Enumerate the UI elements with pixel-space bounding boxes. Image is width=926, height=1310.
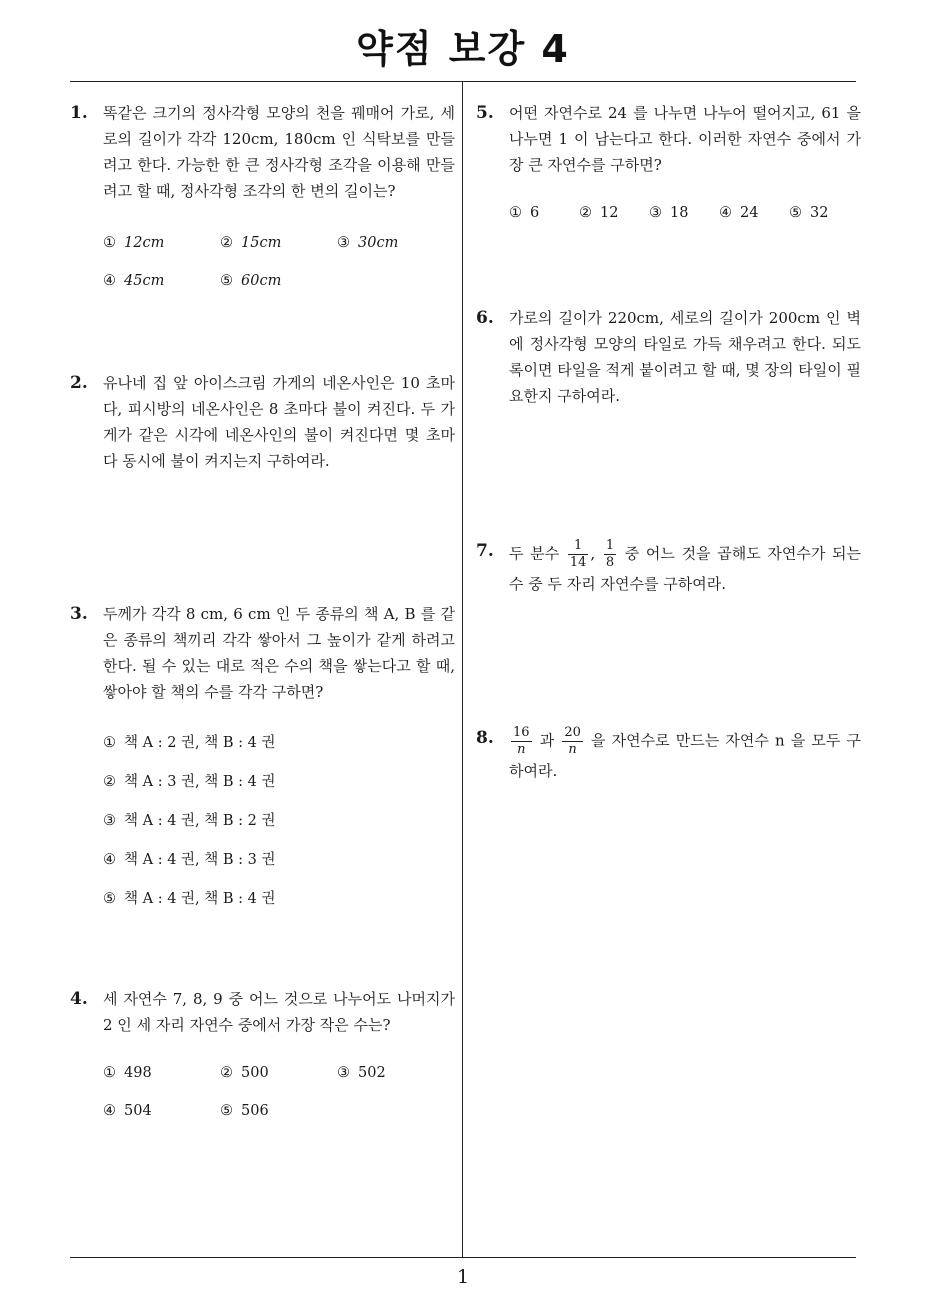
question-2: [70, 370, 455, 474]
question-text: 두께가 각각 8 cm, 6 cm 인 두 종류의 책 A, B 를 같은 종류의 책끼리 각각 쌓아서 그 높이가 같게 하려고 한다. 될 수 있는 대로 적은 수의 책을 쌓는다고 할 때, 쌓아야 할 책의 수를 각각 구하면?: [103, 605, 455, 701]
choice-1[interactable]: ① 12cm: [103, 235, 165, 251]
question-number: 2.: [70, 373, 88, 393]
choice-3[interactable]: ③ 책 A : 4 권, 책 B : 2 권: [103, 812, 276, 829]
choice-1[interactable]: ① 6: [509, 205, 540, 221]
choice-list: [103, 224, 455, 300]
choice-2[interactable]: ② 책 A : 3 권, 책 B : 4 권: [103, 773, 276, 790]
choice-2[interactable]: ② 15cm: [220, 235, 282, 251]
question-number: 3.: [70, 604, 88, 624]
choice-4[interactable]: ④ 24: [719, 205, 759, 221]
question-number: 8.: [476, 728, 494, 748]
choice-4[interactable]: ④ 책 A : 4 권, 책 B : 3 권: [103, 851, 276, 868]
question-suffix: 중 어느 것을 곱해도 자연수가 되는 수 중 두 자리 자연수를 구하여라.: [509, 544, 861, 593]
question-text: 두 분수 $\frac{1}{14}$ , $\frac{1}{8}$ 중 어느 것을 곱해도 자연수가 되는 수 중 두 자리 자연수를 구하여라.: [509, 538, 861, 593]
choice-3[interactable]: ③ 502: [337, 1065, 386, 1081]
question-number: 4.: [70, 989, 88, 1009]
choice-1[interactable]: ① 498: [103, 1065, 152, 1081]
choice-3[interactable]: ③ 18: [649, 205, 689, 221]
choice-2[interactable]: ② 500: [220, 1065, 269, 1081]
choice-2[interactable]: ② 12: [579, 205, 619, 221]
question-4: [70, 986, 455, 1130]
bottom-rule: [70, 1257, 856, 1258]
choice-5[interactable]: ⑤ 책 A : 4 권, 책 B : 4 권: [103, 890, 276, 907]
question-8: [476, 725, 861, 784]
question-text: 똑같은 크기의 정사각형 모양의 천을 꿰매어 가로, 세로의 길이가 각각 120cm, 180cm 인 식탁보를 만들려고 한다. 가능한 한 큰 정사각형 조각을 이용해 만들려고 할 때, 정사각형 조각의 한 변의 길이는?: [103, 104, 455, 200]
question-number: 5.: [476, 103, 494, 123]
question-prefix: 두 분수: [509, 544, 560, 563]
top-rule: [70, 81, 856, 82]
choice-list: [103, 723, 455, 918]
question-number: 7.: [476, 541, 494, 561]
question-text: 가로의 길이가 220cm, 세로의 길이가 200cm 인 벽에 정사각형 모양의 타일로 가득 채우려고 한다. 되도록이면 타일을 적게 붙이려고 할 때, 몇 장의 타일이 필요한지 구하여라.: [509, 309, 861, 405]
choice-1[interactable]: ① 책 A : 2 권, 책 B : 4 권: [103, 734, 276, 751]
question-7: [476, 538, 861, 597]
choice-4[interactable]: ④ 504: [103, 1103, 152, 1119]
column-divider: [462, 82, 463, 1257]
choice-4[interactable]: ④ 45cm: [103, 273, 165, 289]
question-number: 6.: [476, 308, 494, 328]
choice-3[interactable]: ③ 30cm: [337, 235, 399, 251]
choice-5[interactable]: ⑤ 506: [220, 1103, 269, 1119]
choice-5[interactable]: ⑤ 32: [789, 205, 829, 221]
question-6: [476, 305, 861, 409]
question-text: 세 자연수 7, 8, 9 중 어느 것으로 나누어도 나머지가 2 인 세 자리 자연수 중에서 가장 작은 수는?: [103, 990, 455, 1034]
question-text: 유나네 집 앞 아이스크림 가게의 네온사인은 10 초마다, 피시방의 네온사인은 8 초마다 불이 켜진다. 두 가게가 같은 시각에 네온사인의 불이 켜진다면 몇 초마다 동시에 불이 켜지는지 구하여라.: [103, 374, 455, 470]
fraction-20-n: $\frac{20}{n}$: [564, 725, 581, 757]
question-number: 1.: [70, 103, 88, 123]
fraction-1-8: $\frac{1}{8}$: [605, 538, 615, 570]
question-text: $\frac{16}{n}$ 과 $\frac{20}{n}$ 을 자연수로 만드는 자연수 n 을 모두 구하여라.: [509, 725, 861, 780]
fraction-1-14: $\frac{1}{14}$: [569, 538, 587, 570]
question-suffix: 을 자연수로 만드는 자연수 n 을 모두 구하여라.: [509, 731, 861, 780]
page-number: 1: [456, 1266, 470, 1288]
question-3: [70, 601, 455, 918]
question-5: [476, 100, 861, 232]
choice-5[interactable]: ⑤ 60cm: [220, 273, 282, 289]
choice-list: [509, 194, 861, 232]
fraction-16-n: $\frac{16}{n}$: [513, 725, 530, 757]
page-title: 약점 보강 4: [356, 27, 570, 71]
choice-list: [103, 1054, 455, 1130]
question-text: 어떤 자연수로 24 를 나누면 나누어 떨어지고, 61 을 나누면 1 이 남는다고 한다. 이러한 자연수 중에서 가장 큰 자연수를 구하면?: [509, 104, 861, 174]
question-1: [70, 100, 455, 300]
